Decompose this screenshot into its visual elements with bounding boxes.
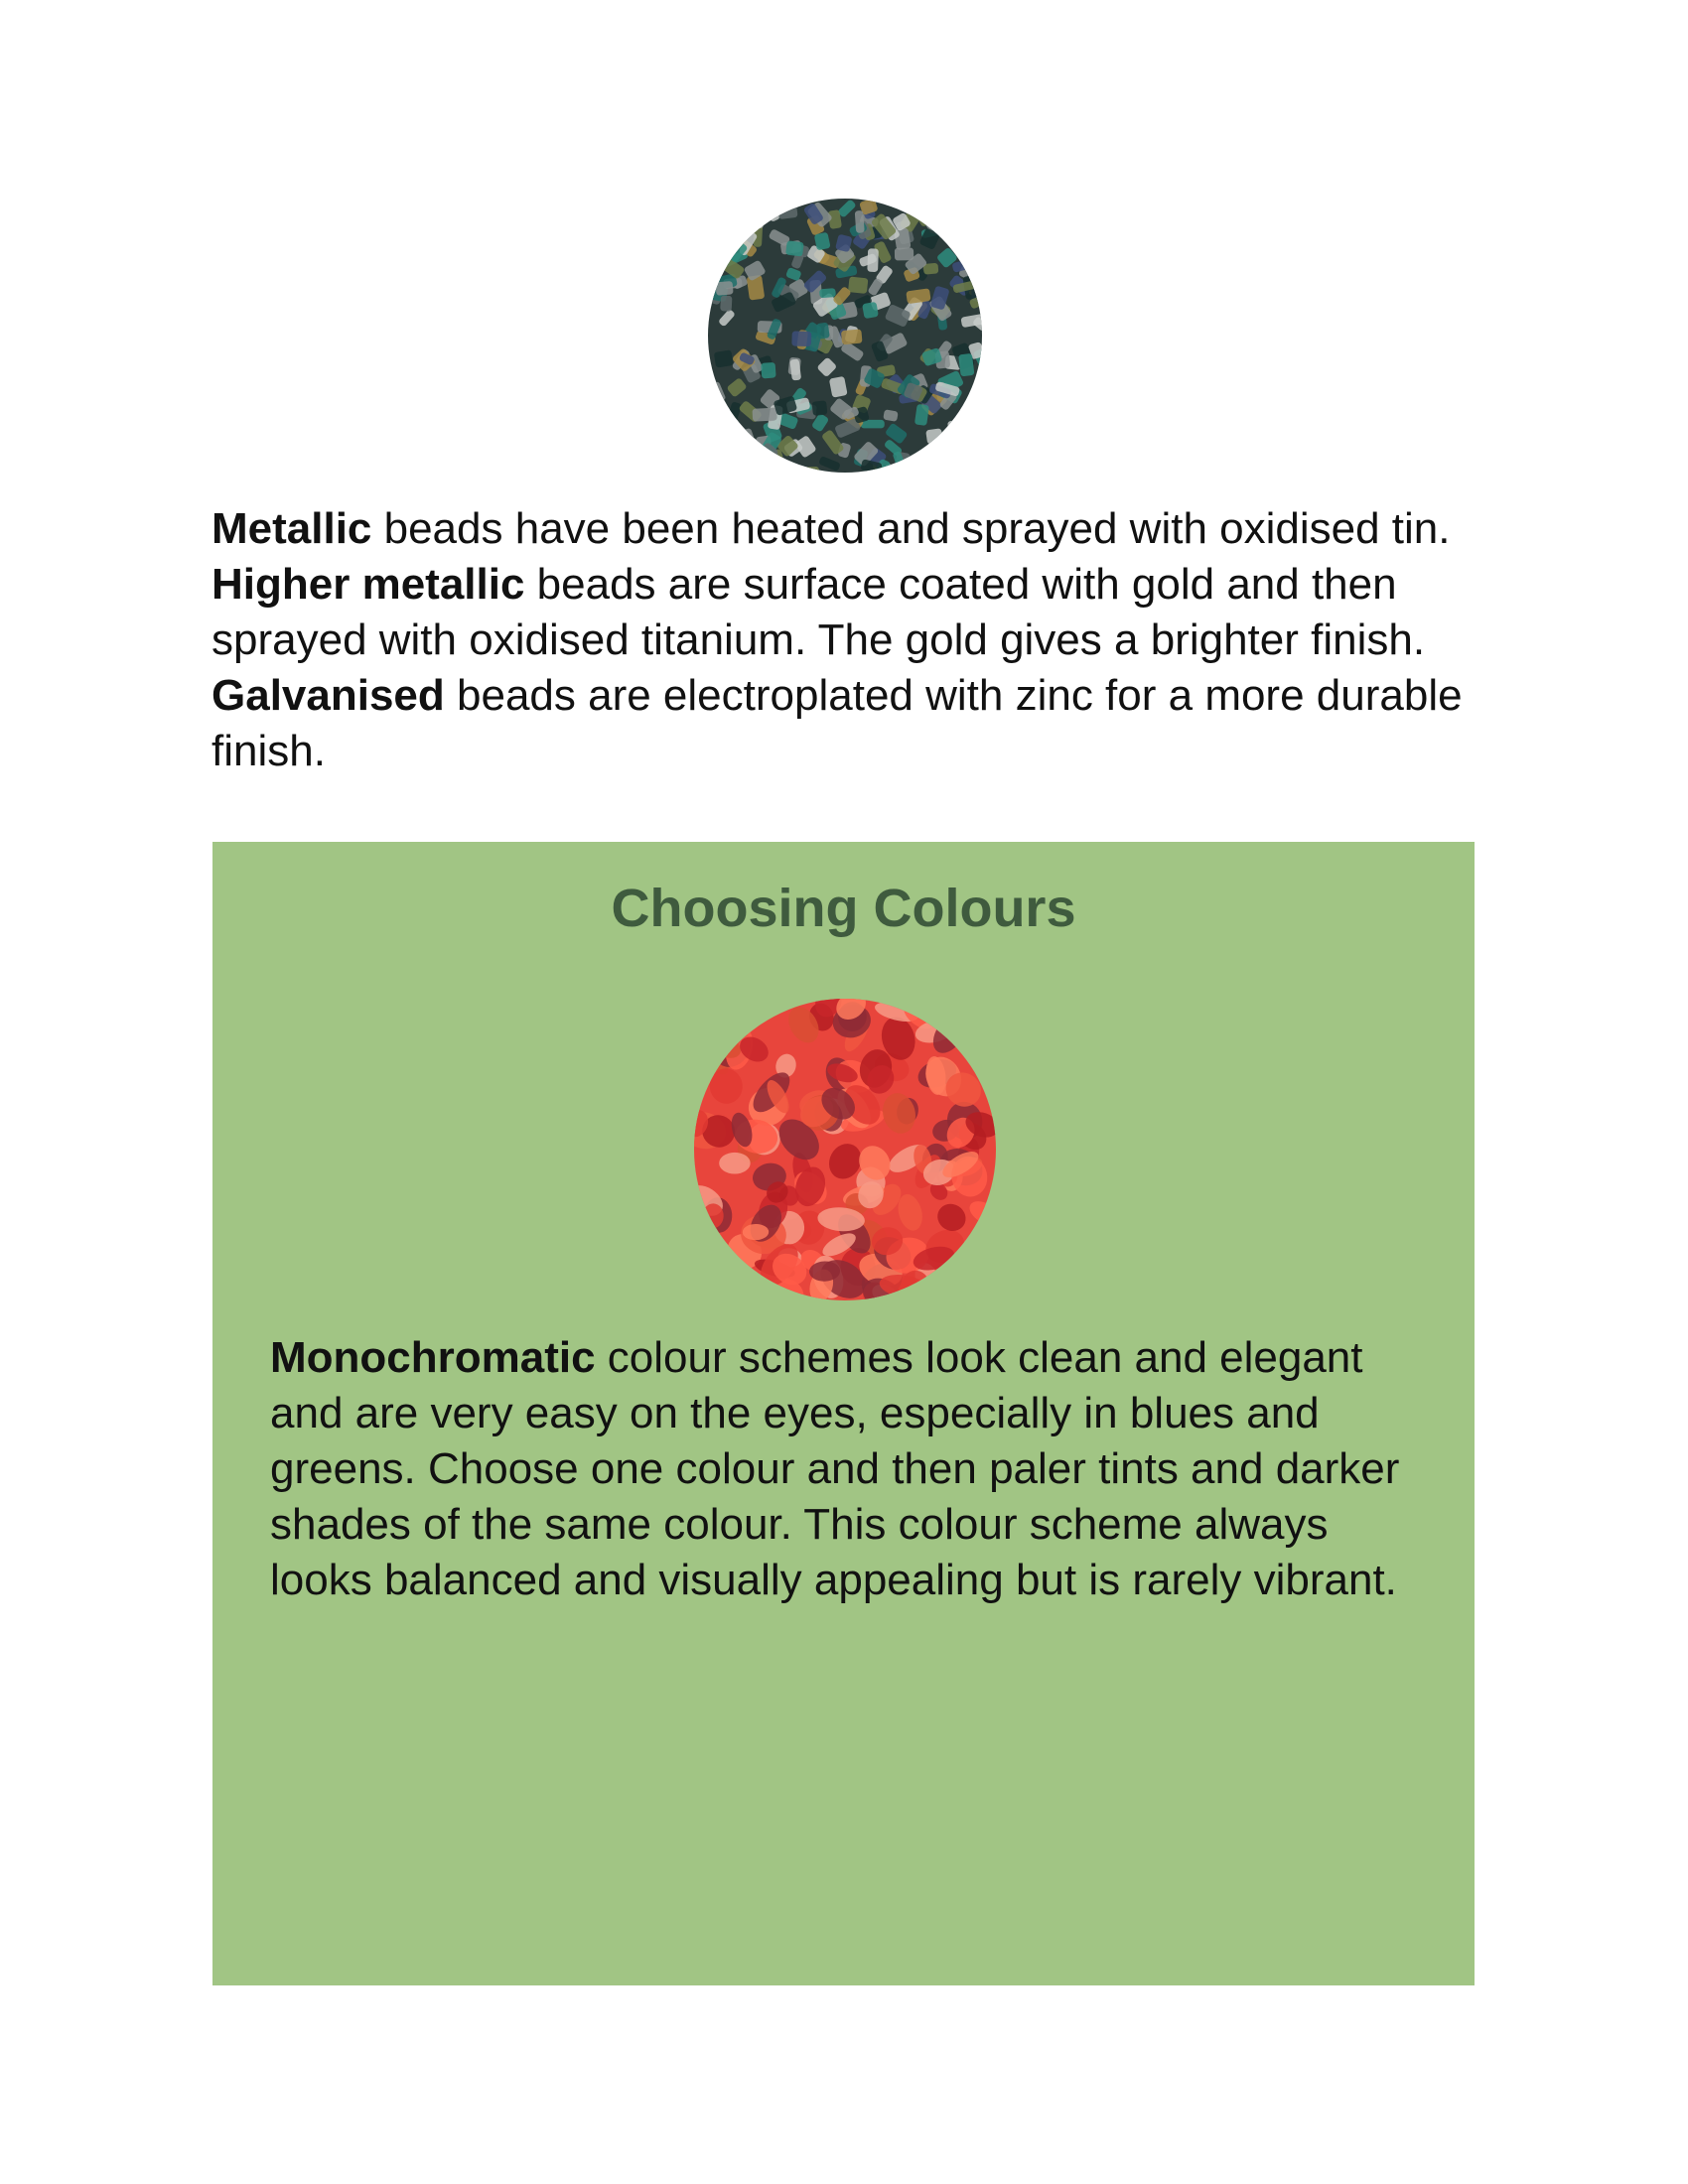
metallic-beads-photo [708, 199, 982, 473]
metallic-text-1: beads have been heated and sprayed with oxidised tin. [371, 504, 1451, 553]
monochromatic-paragraph [270, 1330, 1422, 1608]
term-monochromatic: Monochromatic [270, 1333, 596, 1382]
term-higher-metallic: Higher metallic [211, 560, 525, 609]
metallic-text-3: beads are electroplated with zinc for a more durable finish. [211, 671, 1463, 775]
metallic-paragraph [211, 501, 1502, 779]
term-galvanised: Galvanised [211, 671, 445, 720]
metallic-text-2: beads are surface coated with gold and then sprayed with oxidised titanium. The gold gives a brighter finish. [211, 560, 1426, 664]
monochromatic-text: colour schemes look clean and elegant and are very easy on the eyes, especially in blues and greens. Choose one colour and then paler tints and darker shades of the same colour. This colour scheme always looks balanced and visually appealing but is rarely vibrant. [270, 1333, 1400, 1604]
panel-title: Choosing Colours [611, 879, 1076, 938]
red-beads-photo [694, 999, 996, 1300]
choosing-colours-panel [212, 842, 1475, 1985]
term-metallic: Metallic [211, 504, 372, 553]
